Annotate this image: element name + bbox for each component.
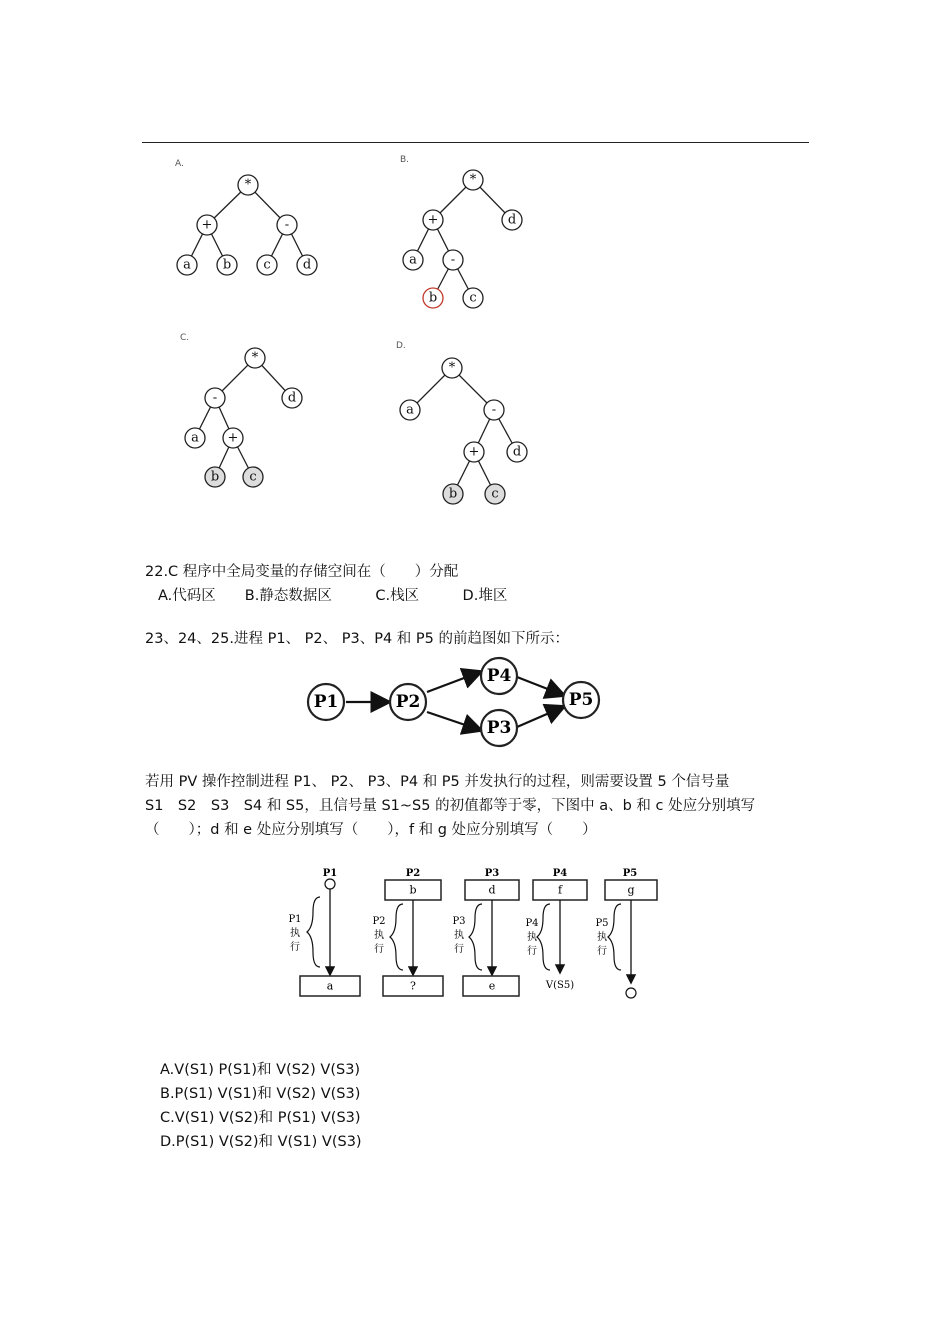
process-p2 bbox=[372, 868, 443, 996]
tree-b-label: B. bbox=[400, 155, 410, 165]
svg-text:-: - bbox=[284, 217, 290, 233]
svg-text:d: d bbox=[512, 444, 522, 460]
graph-node-p3 bbox=[481, 710, 517, 746]
svg-text:执: 执 bbox=[290, 928, 300, 939]
svg-text:行: 行 bbox=[454, 944, 464, 955]
svg-text:a: a bbox=[326, 979, 334, 993]
svg-text:+: + bbox=[468, 444, 480, 460]
expression-tree-options bbox=[160, 150, 580, 520]
q23-option-d: D.P(S1) V(S2)和 V(S1) V(S3) bbox=[160, 1134, 362, 1150]
tree-node bbox=[205, 467, 225, 487]
svg-text:a: a bbox=[406, 402, 414, 418]
graph-node-p2 bbox=[390, 684, 426, 720]
tree-node bbox=[400, 400, 420, 420]
svg-text:c: c bbox=[469, 290, 477, 306]
svg-text:g: g bbox=[627, 883, 635, 897]
svg-text:a: a bbox=[183, 257, 191, 273]
q23-paragraph-line-2: S1 S2 S3 S4 和 S5，且信号量 S1~S5 的初值都等于零，下图中 a、b 和 c 处应分别填写 bbox=[145, 798, 756, 814]
tree-node bbox=[502, 210, 522, 230]
tree-node bbox=[243, 467, 263, 487]
tree-a-label: A. bbox=[175, 159, 184, 169]
svg-text:c: c bbox=[263, 257, 271, 273]
svg-text:P3: P3 bbox=[486, 718, 512, 738]
box-e bbox=[463, 976, 519, 996]
precedence-graph bbox=[300, 652, 610, 752]
tree-node bbox=[282, 388, 302, 408]
tree-node bbox=[463, 170, 483, 190]
tree-node bbox=[403, 250, 423, 270]
tree-node bbox=[297, 255, 317, 275]
q23-option-b: B.P(S1) V(S1)和 V(S2) V(S3) bbox=[160, 1086, 361, 1102]
q22-options: A.代码区 B.静态数据区 C.栈区 D.堆区 bbox=[158, 588, 508, 604]
svg-text:b: b bbox=[448, 486, 458, 502]
box-b bbox=[385, 880, 441, 900]
svg-text:b: b bbox=[428, 290, 438, 306]
q23-paragraph-line-1: 若用 PV 操作控制进程 P1、 P2、 P3、P4 和 P5 并发执行的过程，则需要设置 5 个信号量 bbox=[145, 774, 730, 790]
tree-node bbox=[277, 215, 297, 235]
svg-text:?: ? bbox=[410, 979, 416, 993]
box-g bbox=[605, 880, 657, 900]
svg-text:P1: P1 bbox=[313, 692, 339, 712]
svg-text:+: + bbox=[427, 212, 439, 228]
process-p5 bbox=[595, 868, 657, 998]
graph-node-p1 bbox=[308, 684, 344, 720]
svg-text:P1: P1 bbox=[288, 914, 302, 925]
svg-text:d: d bbox=[507, 212, 517, 228]
svg-text:*: * bbox=[469, 172, 477, 188]
tree-node bbox=[423, 288, 443, 308]
tree-node bbox=[257, 255, 277, 275]
box-a bbox=[300, 976, 360, 996]
svg-text:P3: P3 bbox=[452, 916, 466, 927]
tree-node bbox=[245, 348, 265, 368]
svg-text:+: + bbox=[201, 217, 213, 233]
svg-text:P3: P3 bbox=[484, 868, 500, 879]
svg-text:-: - bbox=[450, 252, 456, 268]
tree-node bbox=[442, 358, 462, 378]
svg-text:-: - bbox=[491, 402, 497, 418]
tree-node bbox=[217, 255, 237, 275]
box-c bbox=[383, 976, 443, 996]
tree-node bbox=[463, 288, 483, 308]
process-p4 bbox=[525, 868, 587, 991]
svg-text:f: f bbox=[557, 883, 563, 897]
tree-node bbox=[197, 215, 217, 235]
v-s5-label: V(S5) bbox=[545, 980, 575, 991]
tree-b bbox=[400, 155, 522, 308]
tree-node bbox=[484, 400, 504, 420]
header-rule bbox=[142, 142, 809, 143]
svg-text:执: 执 bbox=[527, 932, 537, 943]
svg-text:P5: P5 bbox=[622, 868, 638, 879]
tree-node bbox=[423, 210, 443, 230]
svg-text:a: a bbox=[191, 430, 199, 446]
q23-option-c: C.V(S1) V(S2)和 P(S1) V(S3) bbox=[160, 1110, 361, 1126]
tree-node bbox=[223, 428, 243, 448]
tree-node bbox=[507, 442, 527, 462]
tree-d-label: D. bbox=[396, 341, 406, 351]
graph-node-p4 bbox=[481, 658, 517, 694]
tree-c bbox=[180, 333, 302, 487]
tree-node bbox=[485, 484, 505, 504]
svg-text:P5: P5 bbox=[568, 690, 594, 710]
svg-text:P5: P5 bbox=[595, 918, 609, 929]
svg-text:c: c bbox=[249, 469, 257, 485]
q23-paragraph-line-3: （ ）；d 和 e 处应分别填写（ ），f 和 g 处应分别填写（ ） bbox=[145, 822, 597, 838]
box-d bbox=[465, 880, 519, 900]
svg-text:a: a bbox=[409, 252, 417, 268]
tree-node bbox=[443, 484, 463, 504]
svg-text:b: b bbox=[210, 469, 220, 485]
process-p3 bbox=[452, 868, 519, 996]
svg-text:P4: P4 bbox=[525, 918, 539, 929]
svg-text:b: b bbox=[409, 883, 417, 897]
pv-process-diagram bbox=[285, 862, 675, 1007]
svg-text:*: * bbox=[244, 177, 252, 193]
svg-text:+: + bbox=[227, 430, 239, 446]
tree-node bbox=[185, 428, 205, 448]
svg-text:执: 执 bbox=[597, 932, 607, 943]
tree-node bbox=[464, 442, 484, 462]
svg-text:d: d bbox=[287, 390, 297, 406]
svg-text:e: e bbox=[488, 979, 496, 993]
graph-node-p5 bbox=[563, 682, 599, 718]
tree-node bbox=[205, 388, 225, 408]
svg-text:P4: P4 bbox=[552, 868, 568, 879]
svg-text:c: c bbox=[491, 486, 499, 502]
tree-c-label: C. bbox=[180, 333, 190, 343]
svg-text:-: - bbox=[212, 390, 218, 406]
svg-text:b: b bbox=[222, 257, 232, 273]
tree-a bbox=[175, 159, 317, 275]
svg-text:行: 行 bbox=[290, 942, 300, 953]
q23-option-a: A.V(S1) P(S1)和 V(S2) V(S3) bbox=[160, 1062, 361, 1078]
svg-text:行: 行 bbox=[527, 946, 537, 957]
svg-text:执: 执 bbox=[374, 930, 384, 941]
svg-text:P2: P2 bbox=[395, 692, 421, 712]
svg-text:执: 执 bbox=[454, 930, 464, 941]
q22-stem: 22.C 程序中全局变量的存储空间在（ ）分配 bbox=[145, 564, 459, 580]
svg-text:行: 行 bbox=[597, 946, 607, 957]
tree-node bbox=[177, 255, 197, 275]
svg-text:*: * bbox=[251, 350, 259, 366]
tree-d bbox=[396, 341, 527, 504]
svg-text:d: d bbox=[488, 883, 496, 897]
svg-text:P2: P2 bbox=[372, 916, 386, 927]
svg-text:*: * bbox=[448, 360, 456, 376]
tree-node bbox=[443, 250, 463, 270]
process-p1 bbox=[288, 868, 360, 996]
svg-text:行: 行 bbox=[374, 944, 384, 955]
q23-stem: 23、24、25.进程 P1、 P2、 P3、P4 和 P5 的前趋图如下所示： bbox=[145, 631, 569, 647]
box-f bbox=[533, 880, 587, 900]
svg-text:P4: P4 bbox=[486, 666, 512, 686]
svg-text:d: d bbox=[302, 257, 312, 273]
svg-text:P1: P1 bbox=[322, 868, 338, 879]
tree-node bbox=[238, 175, 258, 195]
svg-text:P2: P2 bbox=[405, 868, 421, 879]
